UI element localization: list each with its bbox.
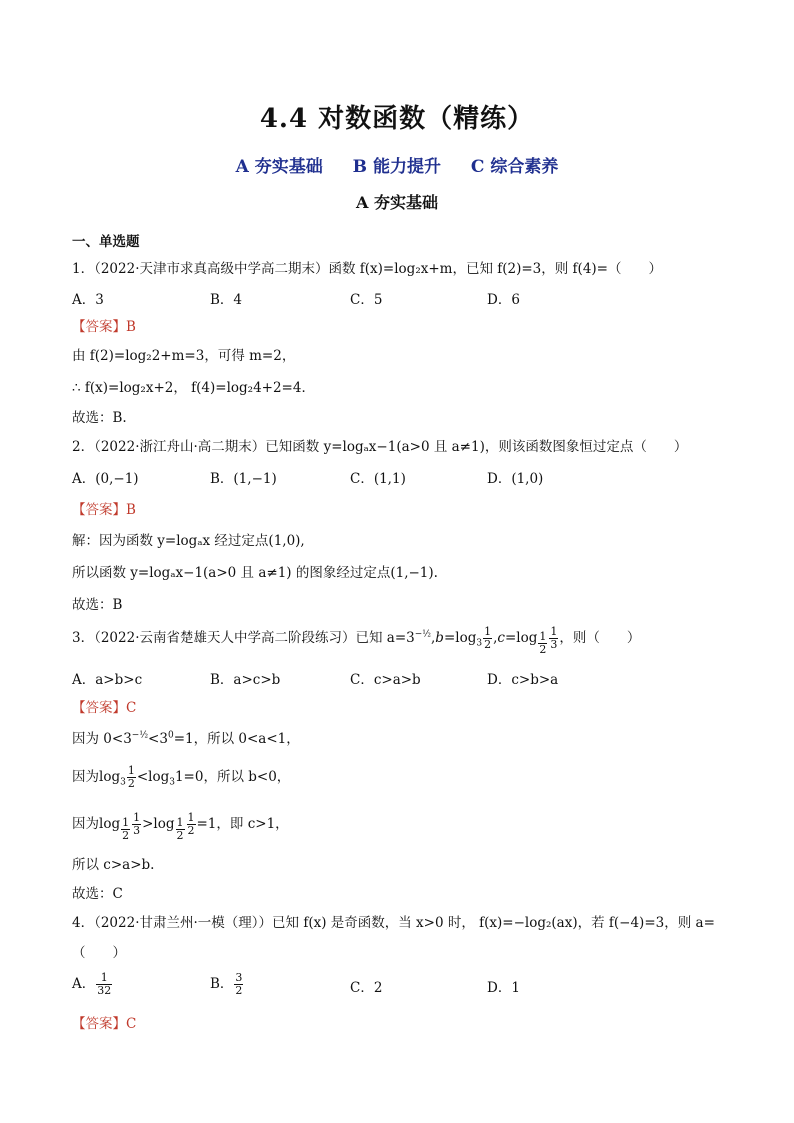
q3-solution-4: 所以 c>a>b. xyxy=(72,857,155,873)
q4-option-d: D．1 xyxy=(487,980,520,996)
q2-solution-2: 所以函数 y=logₐx−1(a>0 且 a≠1) 的图象经过定点(1,−1). xyxy=(72,565,438,581)
q3-solution-5: 故选：C xyxy=(72,886,123,902)
q4-stem-blank: （ ） xyxy=(72,945,126,961)
q3-option-b: B．a>c>b xyxy=(210,672,281,688)
q2-option-c: C．(1,1) xyxy=(350,471,406,487)
section-heading: 一、单选题 xyxy=(72,234,140,250)
q3-solution-1: 因为 $0<3^{-\frac{1}{2}}<3^0=1$，所以 0<a<1， xyxy=(72,730,300,747)
q3-solution-1-text: ，所以 0<a<1， xyxy=(193,731,300,747)
q3-solution-2: 因为$\log_3$ $\frac{1}{2}$ $<\log_31=0$，所以 b<0， xyxy=(72,764,291,790)
q3-solution-3: 因为log $_{\frac{1}{2}}$ $\frac{1}{3}$ >log $_{\frac{1}{2}}$ $\frac{1}{2}$ =1，即 c>1， xyxy=(72,811,289,842)
q3-stem: 3．（2022·云南省楚雄天人中学高二阶段练习）已知 $a=3^{-\frac{1}{2}},b=\log_3$ $\frac{1}{2}$ ,c=log $_{\frac{1}{2}}$ $\frac{1}{3}$ ，则（ ） xyxy=(72,625,641,656)
q1-option-c: C．5 xyxy=(350,292,383,308)
q4-option-a-label: A． xyxy=(72,976,96,992)
q1-solution-2: ∴ f(x)=log₂x+2， f(4)=log₂4+2=4． xyxy=(72,380,315,396)
q3-stem-suffix: ，则（ ） xyxy=(559,630,641,646)
section-c: C 综合素养 xyxy=(470,157,559,177)
q3-option-c: C．c>a>b xyxy=(350,672,421,688)
q1-option-d: D．6 xyxy=(487,292,520,308)
q2-solution-3: 故选：B xyxy=(72,597,123,613)
q3-option-a: A．a>b>c xyxy=(72,672,143,688)
q2-stem: 2．（2022·浙江舟山·高二期末）已知函数 y=logₐx−1(a>0 且 a≠1)，则该函数图象恒过定点（ ） xyxy=(72,439,688,455)
section-b: B 能力提升 xyxy=(352,157,441,177)
q3-solution-3-text: ，即 c>1， xyxy=(216,816,289,832)
q2-solution-1: 解：因为函数 y=logₐx 经过定点(1,0), xyxy=(72,533,305,549)
q1-solution-3: 故选：B. xyxy=(72,410,127,426)
q1-answer: 【答案】B xyxy=(72,319,136,335)
q3-option-d: D．c>b>a xyxy=(487,672,559,688)
q4-option-c: C．2 xyxy=(350,980,383,996)
q1-stem: 1．（2022·天津市求真高级中学高二期末）函数 f(x)=log₂x+m，已知 f(2)=3，则 f(4)=（ ） xyxy=(72,261,662,277)
q4-option-b: B． $\frac{3}{2}$ xyxy=(210,971,243,997)
q4-answer: 【答案】C xyxy=(72,1016,137,1032)
q4-option-a: A． $\frac{1}{32}$ xyxy=(72,971,112,997)
q1-solution-1: 由 f(2)=log₂2+m=3，可得 m=2， xyxy=(72,348,296,364)
q2-answer: 【答案】B xyxy=(72,502,136,518)
q1-option-a: A．3 xyxy=(72,292,104,308)
q2-option-a: A．(0,−1) xyxy=(72,471,139,487)
section-subtitle: A 夯实基础 xyxy=(356,193,438,212)
section-links xyxy=(0,152,794,177)
page-title: 4.4 对数函数（精练） xyxy=(259,104,535,134)
q4-option-b-label: B． xyxy=(210,976,234,992)
q3-stem-prefix: 3．（2022·云南省楚雄天人中学高二阶段练习）已知 a=3 xyxy=(72,630,415,646)
q1-option-b: B．4 xyxy=(210,292,243,308)
q4-stem: 4．（2022·甘肃兰州·一模（理））已知 f(x) 是奇函数，当 x>0 时， f(x)=−log₂(ax)，若 f(−4)=3，则 a= xyxy=(72,915,715,931)
q2-option-d: D．(1,0) xyxy=(487,471,544,487)
q3-solution-2-text: ，所以 b<0， xyxy=(203,769,291,785)
q2-option-b: B．(1,−1) xyxy=(210,471,277,487)
section-a: A 夯实基础 xyxy=(235,157,323,177)
q3-answer: 【答案】C xyxy=(72,700,137,716)
